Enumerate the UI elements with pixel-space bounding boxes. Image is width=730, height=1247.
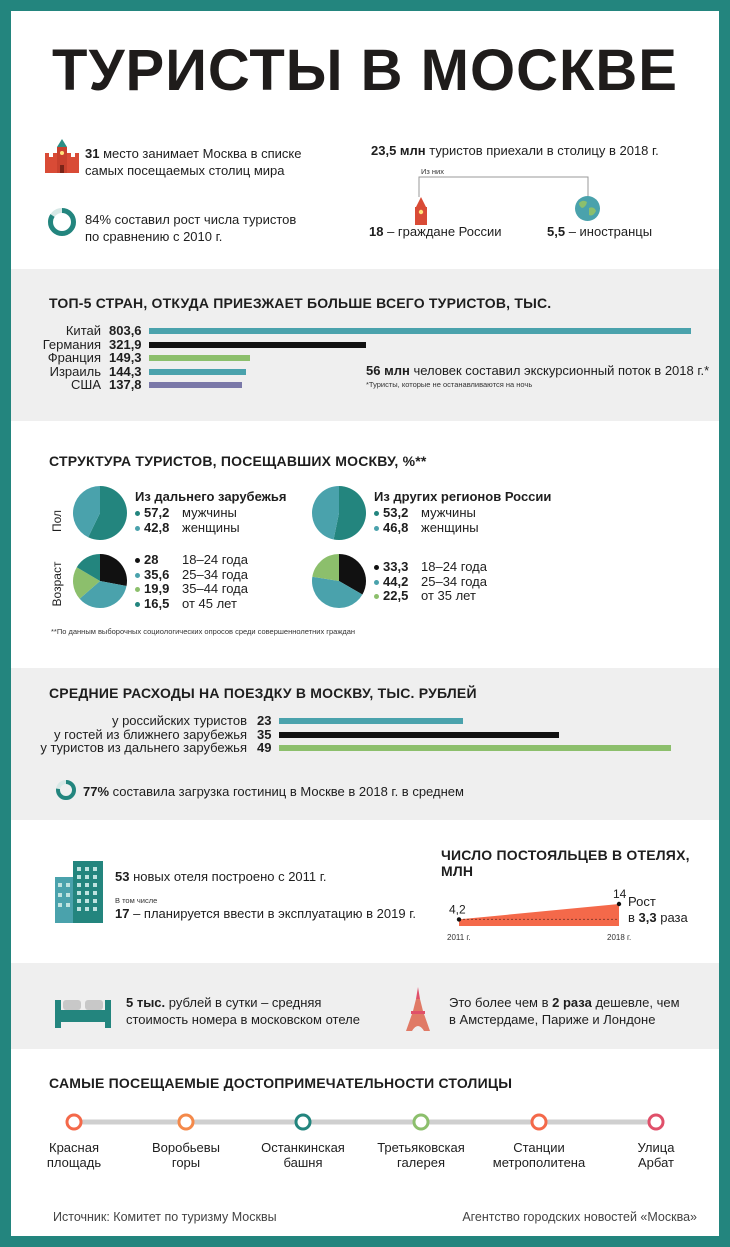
agency-text: Агентство городских новостей «Москва» xyxy=(462,1210,697,1224)
eiffel-tower-icon xyxy=(405,987,431,1031)
legend-value: 42,8 xyxy=(144,520,170,535)
sights-heading: САМЫЕ ПОСЕЩАЕМЫЕ ДОСТОПРИМЕЧАТЕЛЬНОСТИ СТОЛИЦЫ xyxy=(49,1075,513,1091)
far-title: Из дальнего зарубежья xyxy=(135,489,287,504)
legend-row xyxy=(135,597,248,612)
route-stop xyxy=(179,1115,193,1129)
guests-area-chart xyxy=(437,873,637,943)
tower-icon xyxy=(412,197,430,225)
legend-category: мужчины xyxy=(182,505,237,520)
top5-bar xyxy=(149,369,246,375)
age-label-wrap xyxy=(49,559,65,609)
source-text: Источник: Комитет по туризму Москвы xyxy=(53,1210,277,1224)
legend-row xyxy=(374,560,487,575)
total-tourists-text: 23,5 млн туристов приехали в столицу в 2018 г. xyxy=(371,143,659,158)
sights-route xyxy=(11,1109,719,1135)
pie-sex-regions xyxy=(311,485,367,541)
room-price-text: 5 тыс. рублей в сутки – средняя стоимость номера в московском отеле xyxy=(126,995,360,1027)
route-stop-line1: Улица xyxy=(637,1140,675,1155)
kremlin-icon xyxy=(45,139,79,175)
route-stop-label xyxy=(19,1140,129,1170)
guests-point-2011 xyxy=(457,917,461,921)
top5-value-label: 321,9 xyxy=(109,336,142,352)
top5-value-label: 137,8 xyxy=(109,377,142,392)
route-stop-line1: Останкинская xyxy=(261,1140,345,1155)
growth-donut xyxy=(47,207,77,237)
sex-label: Пол xyxy=(50,509,64,533)
infographic-page xyxy=(11,11,719,1236)
expense-bar xyxy=(279,732,559,738)
expense-bar xyxy=(279,745,671,751)
pie-age-far xyxy=(72,553,128,609)
expense-category-label: у российских туристов xyxy=(111,713,247,728)
guests-value-2011: 4,2 xyxy=(449,902,466,917)
legend-value: 33,3 xyxy=(383,559,409,574)
pie-age-regions xyxy=(311,553,367,609)
legend-dot xyxy=(374,594,379,599)
route-stop-line1: Третьяковская xyxy=(377,1140,465,1155)
price-compare-text: Это более чем в 2 раза дешевле, чем в Амстердаме, Париже и Лондоне xyxy=(449,995,680,1027)
legend-category: женщины xyxy=(182,520,240,535)
top5-country-label: Франция xyxy=(47,350,101,365)
legend-category: от 45 лет xyxy=(182,595,237,611)
expense-category-label: у гостей из ближнего зарубежья xyxy=(54,726,247,742)
pie-slice xyxy=(312,486,339,539)
top5-country-label: Китай xyxy=(65,323,101,338)
legend-category: мужчины xyxy=(421,505,476,520)
guests-x-2011: 2011 г. xyxy=(447,933,471,942)
guests-value-2018: 14 xyxy=(613,887,627,901)
page-title: ТУРИСТЫ В МОСКВЕ xyxy=(52,38,678,103)
route-stop xyxy=(532,1115,546,1129)
guests-x-2018: 2018 г. xyxy=(607,933,632,942)
sex-label-wrap xyxy=(49,501,65,541)
legend-category: женщины xyxy=(421,520,479,535)
legend-value: 28 xyxy=(144,552,159,567)
excursion-text: 56 млн человек составил экскурсионный поток в 2018 г.* xyxy=(366,363,710,378)
legend-value: 22,5 xyxy=(383,588,409,603)
route-stop xyxy=(649,1115,663,1129)
legend-row xyxy=(374,520,479,535)
legend-dot xyxy=(135,558,140,563)
legend-category: 18–24 года xyxy=(182,552,248,567)
top5-value-label: 144,3 xyxy=(109,363,142,379)
route-stop-label xyxy=(131,1140,241,1170)
route-stop-label xyxy=(248,1140,358,1170)
expense-value-label: 49 xyxy=(257,740,272,755)
expense-value-label: 35 xyxy=(257,726,272,742)
route-stop xyxy=(414,1115,428,1129)
of-them-label: Из них xyxy=(421,167,444,176)
legend-dot xyxy=(374,511,379,516)
globe-icon xyxy=(574,195,601,222)
hotels-planned-text: 17 – планируется ввести в эксплуатацию в 2019 г. xyxy=(115,906,416,921)
expenses-heading: СРЕДНИЕ РАСХОДЫ НА ПОЕЗДКУ В МОСКВУ, ТЫС. РУБЛЕЙ xyxy=(49,685,477,701)
split-connector xyxy=(411,169,601,199)
route-stop-line2: галерея xyxy=(396,1155,445,1170)
hotel-load-text: 77% составила загрузка гостиниц в Москве в 2018 г. в среднем xyxy=(83,784,464,799)
legend-category: 35–44 года xyxy=(182,581,248,596)
legend-row xyxy=(374,505,479,520)
russians-text: 18 – граждане России xyxy=(369,224,502,239)
pie-sex-far xyxy=(72,485,128,541)
guests-area xyxy=(459,904,619,926)
legend-row xyxy=(374,575,487,590)
legend-dot xyxy=(135,602,140,607)
legend-dot xyxy=(135,587,140,592)
regions-title: Из других регионов России xyxy=(374,489,552,504)
including-label: В том числе xyxy=(115,896,158,905)
legend-value: 53,2 xyxy=(383,505,409,520)
route-stop-label xyxy=(484,1140,594,1170)
legend-category: от 35 лет xyxy=(421,588,476,603)
top5-bar xyxy=(149,355,250,361)
rank-text: 31 место занимает Москва в списке самых посещаемых столиц мира xyxy=(85,146,302,178)
expense-category-label: у туристов из дальнего зарубежья xyxy=(40,740,247,755)
legend-row xyxy=(135,520,240,535)
legend-row xyxy=(135,582,248,597)
legend-row xyxy=(374,589,487,604)
legend-dot xyxy=(374,526,379,531)
legend-category: 25–34 года xyxy=(421,573,487,589)
expense-value-label: 23 xyxy=(257,713,272,728)
legend-value: 44,2 xyxy=(383,573,409,589)
top5-heading: ТОП-5 СТРАН, ОТКУДА ПРИЕЗЖАЕТ БОЛЬШЕ ВСЕГО ТУРИСТОВ, ТЫС. xyxy=(49,295,552,311)
growth-text: 84% составил рост числа туристов по сравнению с 2010 г. xyxy=(85,212,297,244)
legend-dot xyxy=(135,526,140,531)
structure-note: **По данным выборочных социологических опросов среди совершеннолетних граждан xyxy=(51,627,356,636)
pie-slice xyxy=(100,554,127,586)
route-stop-line2: Арбат xyxy=(638,1155,674,1170)
structure-heading: СТРУКТУРА ТУРИСТОВ, ПОСЕЩАВШИХ МОСКВУ, %** xyxy=(49,453,427,469)
expense-bar xyxy=(279,718,463,724)
route-stop-line1: Красная xyxy=(49,1140,99,1155)
guests-growth-text: Рост в 3,3 раза xyxy=(628,894,688,925)
route-stop-line2: метрополитена xyxy=(492,1155,586,1170)
route-stop-label xyxy=(601,1140,711,1170)
legend-dot xyxy=(135,573,140,578)
age-label: Возраст xyxy=(50,561,64,607)
top5-country-label: Израиль xyxy=(49,363,101,379)
bed-icon xyxy=(55,994,111,1028)
legend-age-far xyxy=(135,553,248,611)
hotel-load-donut xyxy=(55,779,77,801)
legend-value: 16,5 xyxy=(144,595,170,611)
guests-heading: ЧИСЛО ПОСТОЯЛЬЦЕВ В ОТЕЛЯХ, МЛН xyxy=(441,847,690,879)
legend-dot xyxy=(374,580,379,585)
legend-value: 19,9 xyxy=(144,581,170,596)
legend-row xyxy=(135,568,248,583)
legend-value: 46,8 xyxy=(383,520,409,535)
legend-value: 35,6 xyxy=(144,566,170,582)
legend-row xyxy=(135,505,240,520)
top5-country-label: США xyxy=(71,377,101,392)
hotels-built-text: 53 новых отеля построено с 2011 г. xyxy=(115,869,327,884)
legend-sex-regions xyxy=(374,505,479,535)
route-stop-label xyxy=(366,1140,476,1170)
hotel-building-icon xyxy=(55,861,103,923)
legend-category: 18–24 года xyxy=(421,559,487,574)
legend-dot xyxy=(374,565,379,570)
foreigners-text: 5,5 – иностранцы xyxy=(547,224,653,239)
legend-category: 25–34 года xyxy=(182,566,248,582)
pie-slice xyxy=(312,554,339,581)
top5-country-label: Германия xyxy=(42,336,101,352)
legend-value: 57,2 xyxy=(144,505,170,520)
excursion-note: *Туристы, которые не останавливаются на ночь xyxy=(366,380,533,389)
route-stop-line1: Воробьевы xyxy=(151,1140,221,1155)
legend-dot xyxy=(135,511,140,516)
top5-value-label: 149,3 xyxy=(109,350,142,365)
legend-row xyxy=(135,553,248,568)
route-stop-line2: площадь xyxy=(46,1155,102,1170)
route-stop-line2: башня xyxy=(283,1155,323,1170)
top5-bar xyxy=(149,342,366,348)
route-stop xyxy=(296,1115,310,1129)
legend-sex-far xyxy=(135,505,240,535)
route-stop-line1: Станции xyxy=(513,1140,565,1155)
guests-point-2018 xyxy=(617,902,621,906)
top5-value-label: 803,6 xyxy=(109,323,142,338)
legend-age-regions xyxy=(374,560,487,604)
top5-bar xyxy=(149,382,242,388)
top5-bar xyxy=(149,328,691,334)
route-stop xyxy=(67,1115,81,1129)
route-stop-line2: горы xyxy=(171,1155,201,1170)
